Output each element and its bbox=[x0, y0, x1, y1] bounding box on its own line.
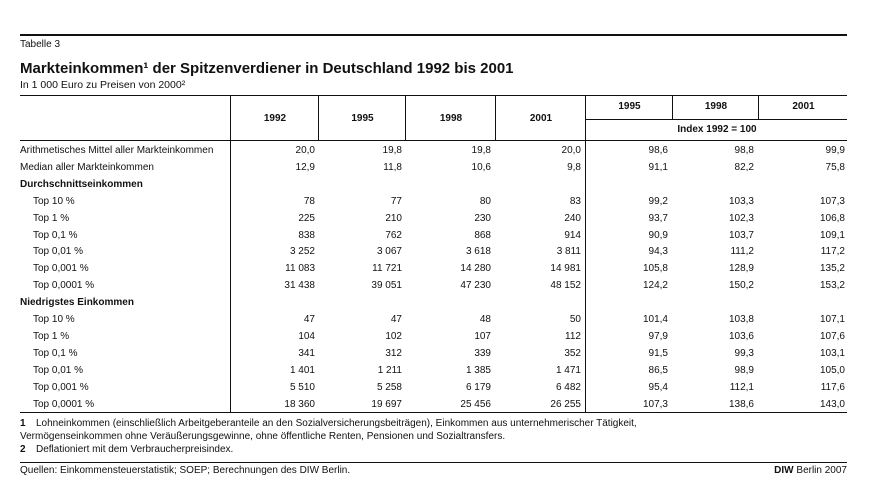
value-cell: 26 255 bbox=[550, 398, 581, 410]
index-cell: 138,6 bbox=[728, 398, 754, 410]
table-subtitle: In 1 000 Euro zu Preisen von 2000² bbox=[20, 79, 186, 91]
row-label: Top 0,001 % bbox=[33, 263, 89, 275]
value-cell: 11 083 bbox=[285, 263, 315, 275]
index-cell: 128,9 bbox=[728, 263, 754, 275]
col-divider bbox=[405, 95, 406, 140]
row-label: Arithmetisches Mittel aller Markteinkommen bbox=[20, 145, 214, 156]
value-cell: 210 bbox=[385, 212, 402, 224]
index-cell: 98,9 bbox=[734, 364, 754, 376]
row-label: Top 1 % bbox=[33, 330, 70, 342]
col-divider bbox=[758, 95, 759, 119]
index-cell: 107,3 bbox=[642, 398, 668, 410]
value-cell: 868 bbox=[474, 229, 491, 241]
index-cell: 82,2 bbox=[734, 161, 754, 173]
index-cell: 99,9 bbox=[825, 145, 845, 156]
index-cell: 103,6 bbox=[728, 330, 754, 342]
value-cell: 10,6 bbox=[471, 161, 491, 173]
table-label: Tabelle 3 bbox=[20, 39, 61, 50]
value-cell: 3 067 bbox=[376, 246, 402, 258]
value-cell: 312 bbox=[385, 347, 402, 359]
value-cell: 914 bbox=[564, 229, 581, 241]
row-label: Top 0,001 % bbox=[33, 381, 89, 393]
row-label: Top 10 % bbox=[33, 314, 75, 325]
footnote-1-line-1: Lohneinkommen (einschließlich Arbeitgeberanteile an den Sozialversicherungsbeiträgen), Einkommen aus unternehmerischer Tätigkeit, bbox=[36, 418, 637, 429]
top-rule bbox=[20, 34, 847, 36]
index-year-header-1998: 1998 bbox=[704, 101, 728, 112]
value-cell: 352 bbox=[564, 347, 581, 359]
footer-rule bbox=[20, 462, 847, 463]
value-cell: 11,8 bbox=[383, 161, 402, 173]
value-cell: 104 bbox=[298, 330, 315, 342]
value-cell: 225 bbox=[298, 212, 315, 224]
value-cell: 6 179 bbox=[465, 381, 491, 393]
index-cell: 90,9 bbox=[648, 229, 668, 241]
value-cell: 14 981 bbox=[550, 263, 581, 275]
publisher-credit bbox=[756, 465, 847, 476]
index-cell: 111,2 bbox=[730, 246, 754, 258]
value-cell: 112 bbox=[565, 330, 581, 342]
publisher-brand: DIW bbox=[774, 465, 794, 476]
value-cell: 31 438 bbox=[284, 280, 315, 292]
row-label: Median aller Markteinkommen bbox=[20, 161, 154, 173]
sources-note: Quellen: Einkommensteuerstatistik; SOEP; Berechnungen des DIW Berlin. bbox=[20, 465, 351, 476]
value-cell: 12,9 bbox=[295, 161, 315, 173]
index-cell: 95,4 bbox=[648, 381, 668, 393]
table-title: Markteinkommen¹ der Spitzenverdiener in Deutschland 1992 bis 2001 bbox=[20, 60, 514, 77]
row-label: Top 0,01 % bbox=[33, 364, 84, 376]
value-cell: 19,8 bbox=[382, 145, 402, 156]
index-cell: 103,7 bbox=[728, 229, 754, 241]
row-label: Top 0,1 % bbox=[33, 229, 78, 241]
value-cell: 18 360 bbox=[284, 398, 315, 410]
value-cell: 339 bbox=[474, 347, 491, 359]
index-cell: 143,0 bbox=[819, 398, 845, 410]
value-cell: 6 482 bbox=[555, 381, 581, 393]
index-subheader-rule bbox=[585, 119, 847, 120]
value-cell: 78 bbox=[303, 195, 315, 207]
value-cell: 341 bbox=[298, 347, 315, 359]
value-cell: 50 bbox=[569, 314, 581, 325]
publisher-year: Berlin 2007 bbox=[793, 465, 847, 476]
index-cell: 106,8 bbox=[819, 212, 845, 224]
footnote-2: Deflationiert mit dem Verbraucherpreisindex. bbox=[36, 444, 234, 455]
value-cell: 39 051 bbox=[371, 280, 402, 292]
index-cell: 86,5 bbox=[648, 364, 668, 376]
value-cell: 1 401 bbox=[289, 364, 315, 376]
index-cell: 97,9 bbox=[648, 330, 668, 342]
index-cell: 150,2 bbox=[728, 280, 754, 292]
value-cell: 20,0 bbox=[561, 145, 581, 156]
value-cell: 240 bbox=[564, 212, 581, 224]
index-cell: 103,8 bbox=[728, 314, 754, 325]
index-cell: 112,1 bbox=[729, 381, 754, 393]
index-cell: 91,5 bbox=[648, 347, 668, 359]
index-cell: 107,1 bbox=[819, 314, 845, 325]
table-bottom-rule bbox=[20, 412, 847, 413]
col-divider bbox=[230, 95, 231, 412]
index-cell: 98,6 bbox=[648, 145, 668, 156]
value-cell: 3 252 bbox=[289, 246, 315, 258]
index-cell: 105,0 bbox=[819, 364, 845, 376]
index-cell: 153,2 bbox=[819, 280, 845, 292]
value-cell: 1 385 bbox=[465, 364, 491, 376]
row-label: Top 0,01 % bbox=[33, 246, 84, 258]
value-cell: 5 258 bbox=[376, 381, 402, 393]
index-cell: 91,1 bbox=[648, 161, 668, 173]
value-cell: 102 bbox=[385, 330, 402, 342]
value-cell: 25 456 bbox=[460, 398, 491, 410]
value-cell: 1 211 bbox=[377, 364, 402, 376]
value-cell: 3 618 bbox=[465, 246, 491, 258]
index-cell: 117,6 bbox=[820, 381, 845, 393]
col-divider bbox=[585, 95, 586, 412]
value-cell: 77 bbox=[390, 195, 402, 207]
footnote-1-line-2: Vermögenseinkommen ohne Veräußerungsgewinne, ohne öffentliche Renten, Pensionen und Sozialtransfers. bbox=[20, 431, 506, 442]
index-cell: 99,2 bbox=[648, 195, 668, 207]
value-cell: 47 bbox=[390, 314, 402, 325]
value-cell: 47 230 bbox=[460, 280, 491, 292]
value-cell: 47 bbox=[303, 314, 315, 325]
index-cell: 103,1 bbox=[819, 347, 845, 359]
value-cell: 19 697 bbox=[371, 398, 402, 410]
index-cell: 105,8 bbox=[642, 263, 668, 275]
index-cell: 109,1 bbox=[819, 229, 845, 241]
year-header-1995: 1995 bbox=[351, 113, 374, 124]
index-cell: 107,6 bbox=[819, 330, 845, 342]
index-cell: 107,3 bbox=[819, 195, 845, 207]
value-cell: 20,0 bbox=[295, 145, 315, 156]
index-cell: 103,3 bbox=[728, 195, 754, 207]
value-cell: 48 152 bbox=[550, 280, 581, 292]
index-year-header-1995: 1995 bbox=[618, 101, 641, 112]
value-cell: 9,8 bbox=[567, 161, 581, 173]
index-cell: 117,2 bbox=[820, 246, 845, 258]
col-divider bbox=[672, 95, 673, 119]
footnote-1-marker: 1 bbox=[20, 418, 26, 429]
index-cell: 94,3 bbox=[648, 246, 668, 258]
index-cell: 101,4 bbox=[642, 314, 668, 325]
header-bottom-rule bbox=[20, 140, 847, 141]
value-cell: 107 bbox=[474, 330, 491, 342]
value-cell: 48 bbox=[479, 314, 491, 325]
value-cell: 11 721 bbox=[372, 263, 402, 275]
row-label: Top 0,1 % bbox=[33, 347, 78, 359]
index-cell: 98,8 bbox=[734, 145, 754, 156]
footnote-2-marker: 2 bbox=[20, 444, 26, 455]
value-cell: 83 bbox=[569, 195, 581, 207]
index-cell: 75,8 bbox=[825, 161, 845, 173]
row-label: Top 0,0001 % bbox=[33, 398, 95, 410]
year-header-1992: 1992 bbox=[263, 113, 287, 124]
index-base-label: Index 1992 = 100 bbox=[677, 124, 757, 135]
index-year-header-2001: 2001 bbox=[792, 101, 815, 112]
value-cell: 19,8 bbox=[471, 145, 491, 156]
section-title: Niedrigstes Einkommen bbox=[20, 297, 134, 309]
value-cell: 14 280 bbox=[460, 263, 491, 275]
value-cell: 762 bbox=[385, 229, 402, 241]
value-cell: 1 471 bbox=[555, 364, 581, 376]
index-cell: 124,2 bbox=[642, 280, 668, 292]
row-label: Top 10 % bbox=[33, 195, 75, 207]
row-label: Top 0,0001 % bbox=[33, 280, 95, 292]
header-top-rule bbox=[20, 95, 847, 96]
value-cell: 230 bbox=[474, 212, 491, 224]
row-label: Top 1 % bbox=[33, 212, 70, 224]
index-cell: 99,3 bbox=[734, 347, 754, 359]
value-cell: 80 bbox=[479, 195, 491, 207]
year-header-1998: 1998 bbox=[439, 113, 463, 124]
section-title: Durchschnittseinkommen bbox=[20, 178, 143, 190]
col-divider bbox=[318, 95, 319, 140]
index-cell: 135,2 bbox=[819, 263, 845, 275]
index-cell: 102,3 bbox=[728, 212, 754, 224]
year-header-2001: 2001 bbox=[529, 113, 553, 124]
value-cell: 3 811 bbox=[556, 246, 581, 258]
value-cell: 5 510 bbox=[289, 381, 315, 393]
index-cell: 93,7 bbox=[648, 212, 668, 224]
col-divider bbox=[495, 95, 496, 140]
value-cell: 838 bbox=[298, 229, 315, 241]
